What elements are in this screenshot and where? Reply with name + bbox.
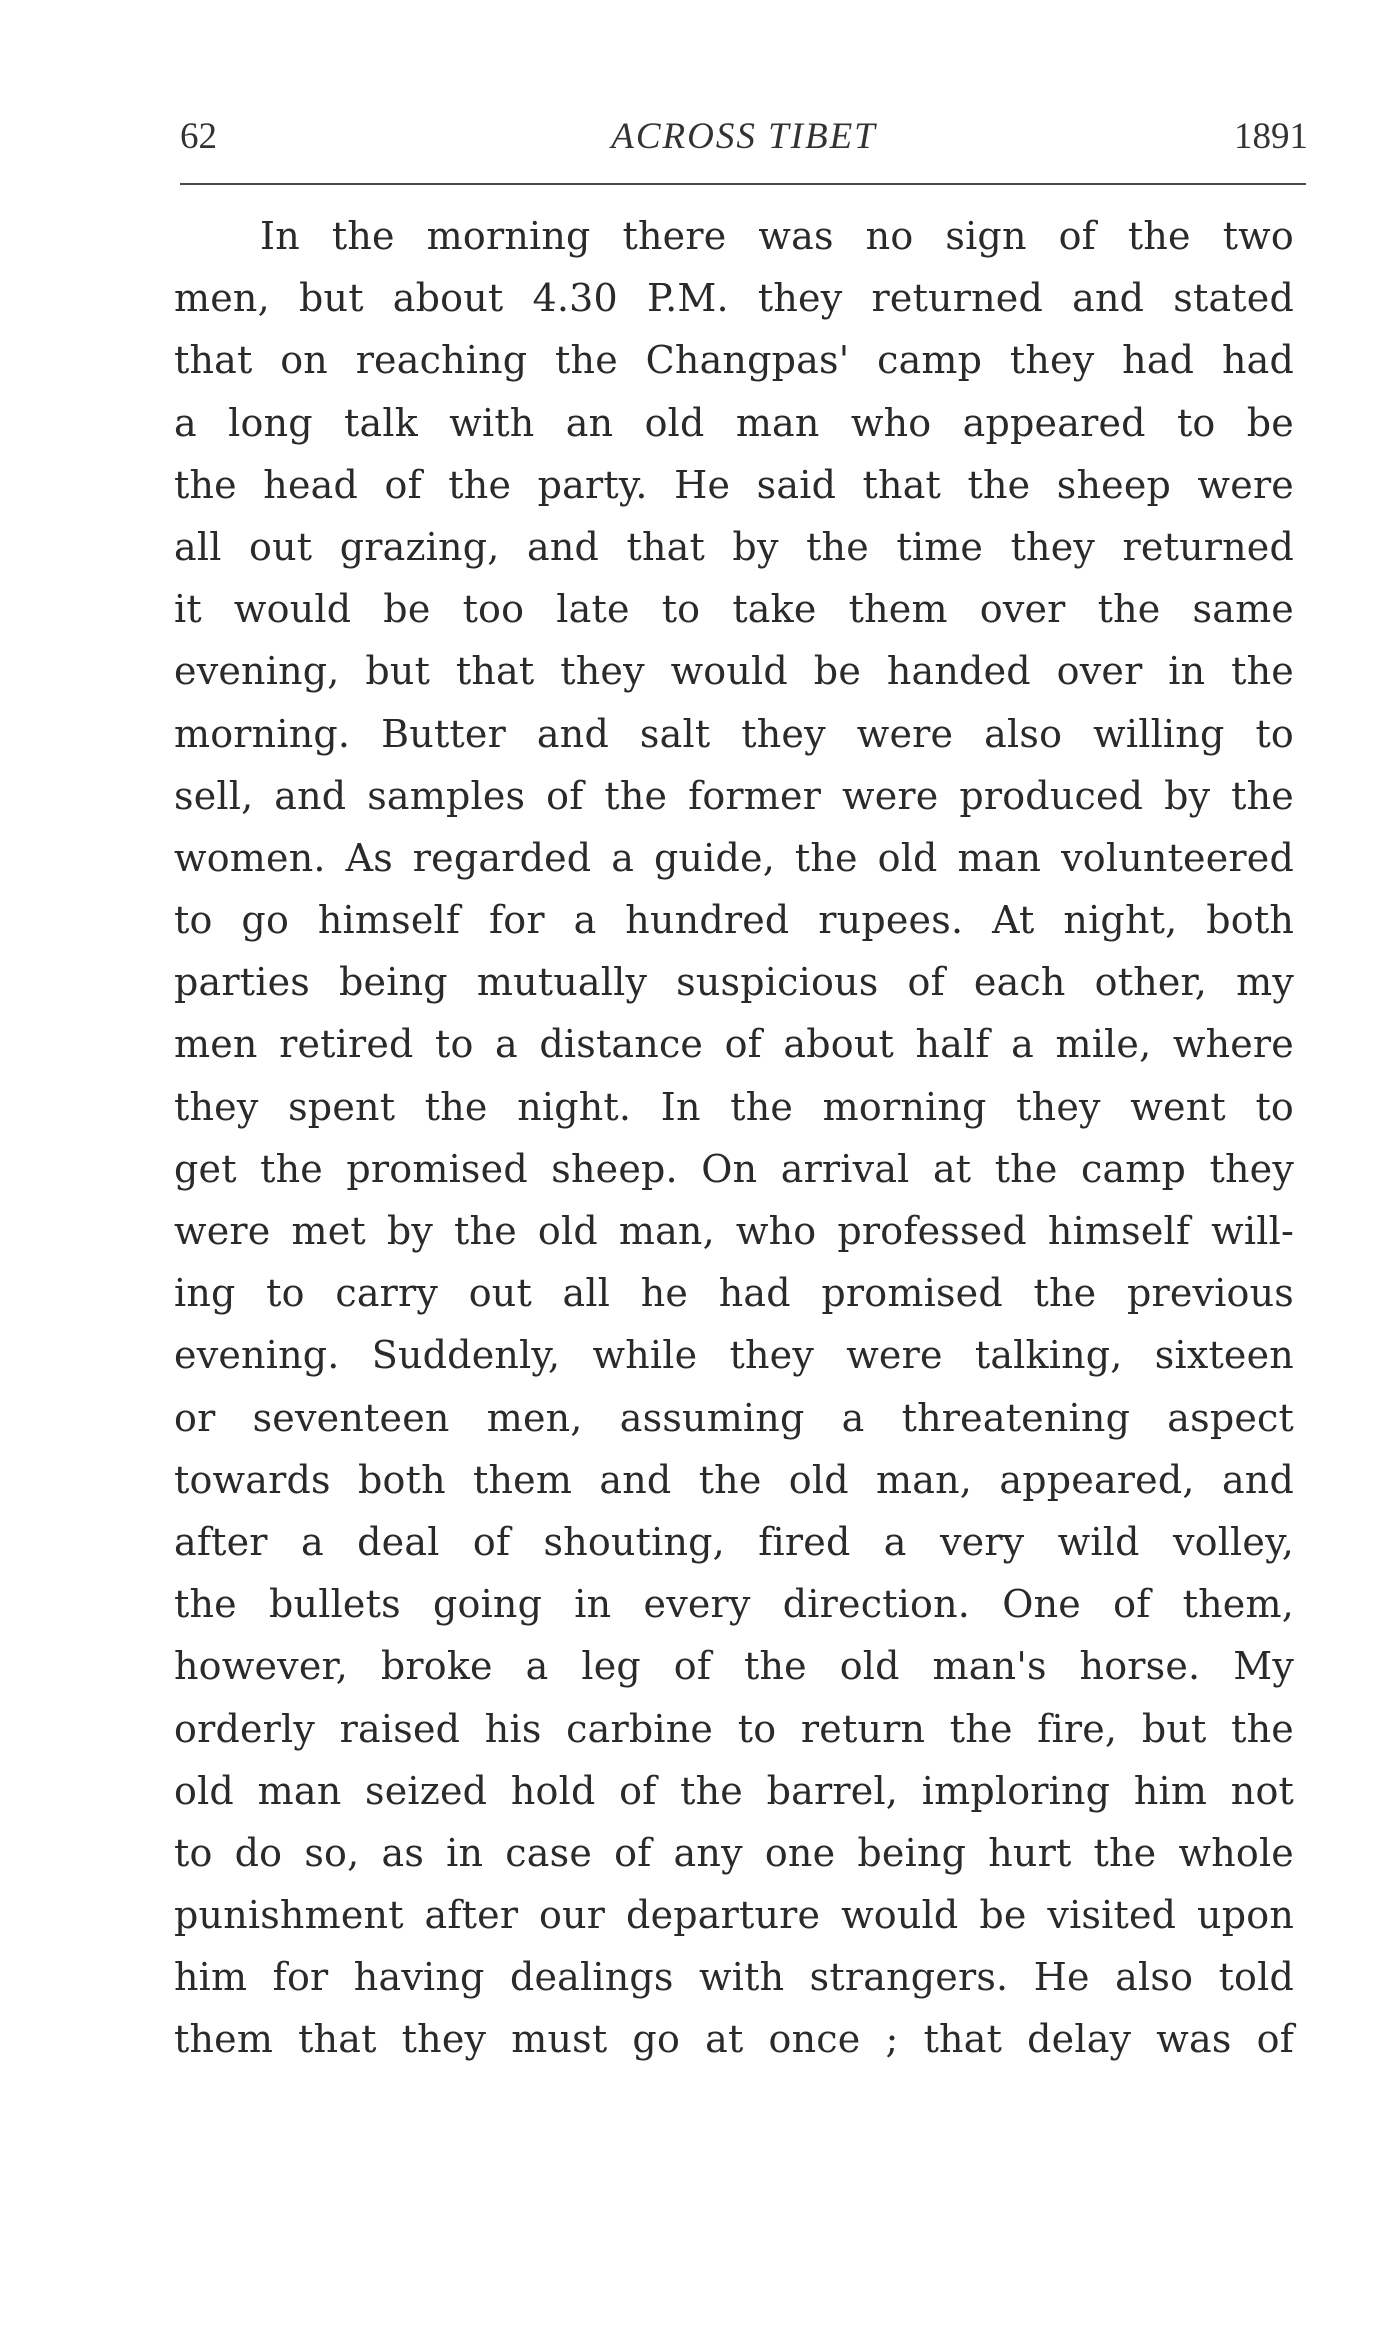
header-rule	[180, 183, 1306, 185]
text-line: evening. Suddenly, while they were talking, sixteen	[174, 1333, 1294, 1378]
text-line: them that they must go at once ; that delay was of	[174, 2017, 1294, 2062]
text-line: morning. Butter and salt they were also willing to	[174, 711, 1294, 756]
text-line: orderly raised his carbine to return the fire, but the	[174, 1706, 1294, 1751]
running-title: ACROSS TIBET	[611, 116, 877, 157]
text-line: that on reaching the Changpas' camp they had had	[174, 338, 1294, 383]
text-line: sell, and samples of the former were produced by the	[174, 773, 1294, 818]
body-paragraph	[174, 205, 1294, 2071]
text-line: women. As regarded a guide, the old man volunteered	[174, 835, 1294, 880]
text-line: to go himself for a hundred rupees. At night, both	[174, 898, 1294, 943]
text-line: or seventeen men, assuming a threatening aspect	[174, 1395, 1294, 1440]
text-line: after a deal of shouting, fired a very wild volley,	[174, 1519, 1294, 1564]
text-line: him for having dealings with strangers. He also told	[174, 1955, 1294, 2000]
text-line: to do so, as in case of any one being hurt the whole	[174, 1830, 1294, 1875]
text-line: evening, but that they would be handed over in the	[174, 649, 1294, 694]
text-line: it would be too late to take them over the same	[174, 587, 1294, 632]
running-year: 1891	[1234, 116, 1308, 157]
running-head	[180, 112, 1308, 162]
text-line: men retired to a distance of about half a mile, where	[174, 1022, 1294, 1067]
text-line: get the promised sheep. On arrival at the camp they	[174, 1146, 1294, 1191]
text-line: all out grazing, and that by the time they returned	[174, 524, 1294, 569]
text-line: men, but about 4.30 P.M. they returned and stated	[174, 276, 1294, 321]
text-line: old man seized hold of the barrel, imploring him not	[174, 1768, 1294, 1813]
text-line: ing to carry out all he had promised the previous	[174, 1271, 1294, 1316]
text-line: a long talk with an old man who appeared to be	[174, 400, 1294, 445]
text-line: however, broke a leg of the old man's horse. My	[174, 1644, 1294, 1689]
text-line: In the morning there was no sign of the two	[260, 214, 1294, 258]
text-line: punishment after our departure would be visited upon	[174, 1893, 1294, 1938]
page-number: 62	[180, 116, 217, 157]
text-line: they spent the night. In the morning they went to	[174, 1084, 1294, 1129]
text-line: the bullets going in every direction. One of them,	[174, 1582, 1294, 1627]
text-line: were met by the old man, who professed himself will-	[174, 1209, 1294, 1253]
text-line: towards both them and the old man, appeared, and	[174, 1457, 1294, 1502]
text-line: parties being mutually suspicious of each other, my	[174, 960, 1294, 1005]
text-line: the head of the party. He said that the sheep were	[174, 462, 1294, 507]
